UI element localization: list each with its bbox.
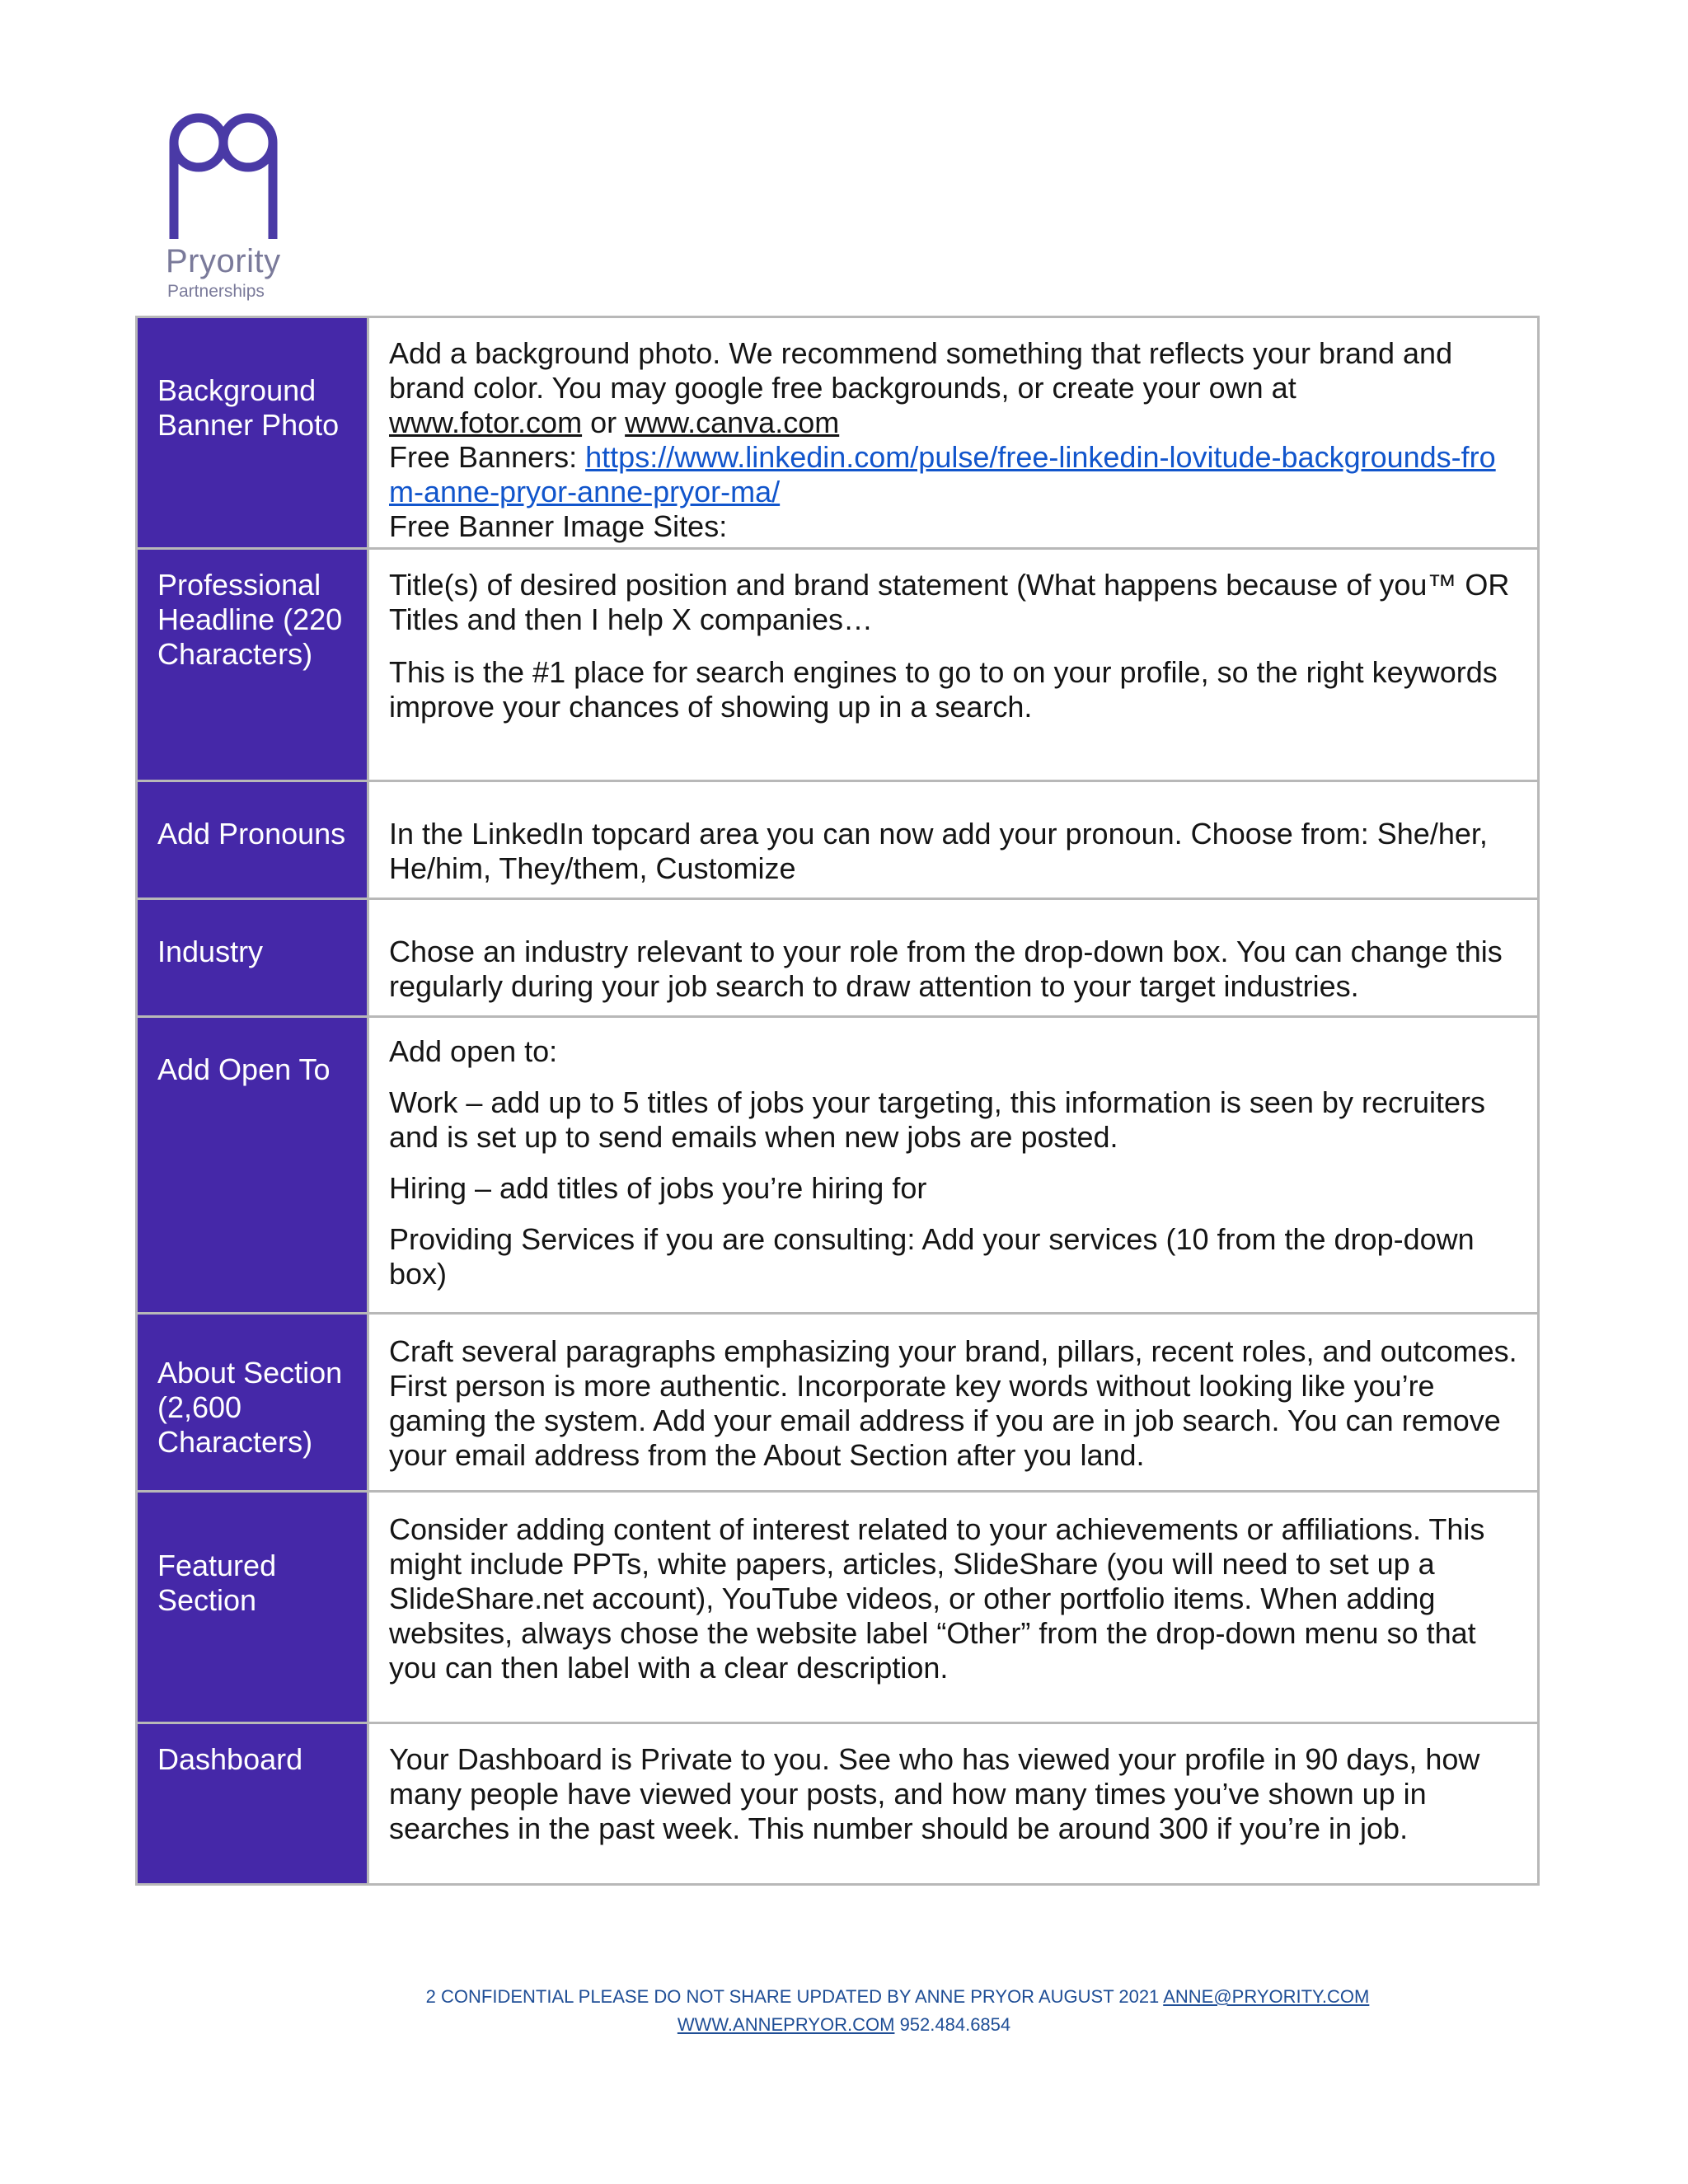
row-content bbox=[368, 1723, 1539, 1885]
footer-website-link[interactable]: WWW.ANNEPRYOR.COM bbox=[677, 2014, 895, 2035]
free-banners-link[interactable]: https://www.linkedin.com/pulse/free-linkedin-lovitude-backgrounds-from-anne-pryor-anne-pryor-ma/ bbox=[389, 440, 1496, 509]
footer-line-2 bbox=[0, 2014, 1688, 2036]
row-label: Dashboard bbox=[137, 1723, 368, 1885]
row-content: Add a background photo. We recommend something that reflects your brand and brand color. You may google free backgrounds, or create your own at www.fotor.com or www.canva.com Free Banners: https://www.linkedin.com/pulse/free-linkedin-lovitude-backgrounds-from-anne-pryor-anne-pryor-ma/ Free Banner Image Sites: bbox=[368, 317, 1539, 549]
row-content bbox=[368, 899, 1539, 1017]
pronouns-paragraph: In the LinkedIn topcard area you can now add your pronoun. Choose from: She/her, He/him, They/them, Customize bbox=[389, 817, 1488, 885]
pryority-logo bbox=[161, 103, 293, 309]
open-to-paragraph-1: Add open to: bbox=[389, 1034, 558, 1068]
row-label: Add Pronouns bbox=[137, 781, 368, 899]
row-content bbox=[368, 1492, 1539, 1723]
row-content bbox=[368, 781, 1539, 899]
dashboard-paragraph: Your Dashboard is Private to you. See who has viewed your profile in 90 days, how many people have viewed your posts, and how many times you’ve shown up in searches in the past week. This number should be around 300 if you’re in job. bbox=[389, 1742, 1480, 1845]
fotor-link[interactable]: www.fotor.com bbox=[389, 405, 583, 439]
table-row bbox=[137, 1723, 1539, 1885]
row-content bbox=[368, 1017, 1539, 1314]
footer bbox=[0, 1986, 1688, 2008]
table-row bbox=[137, 1314, 1539, 1492]
table-row bbox=[137, 899, 1539, 1017]
linkedin-profile-table bbox=[135, 316, 1540, 1886]
open-to-paragraph-2: Work – add up to 5 titles of jobs your targeting, this information is seen by recruiters and is set up to send emails when new jobs are posted. bbox=[389, 1085, 1485, 1154]
headline-paragraph-2: This is the #1 place for search engines to go to on your profile, so the right keywords improve your chances of showing up in a search. bbox=[389, 655, 1498, 724]
footer-phone: 952.484.6854 bbox=[899, 2014, 1011, 2035]
free-banners-label: Free Banners: bbox=[389, 440, 578, 474]
row-content bbox=[368, 549, 1539, 781]
logo-subtitle: Partnerships bbox=[167, 282, 265, 301]
row-label: Professional Headline (220 Characters) bbox=[137, 549, 368, 781]
about-paragraph: Craft several paragraphs emphasizing your brand, pillars, recent roles, and outcomes. First person is more authentic. Incorporate key words without looking like you’re gaming the system. Add your email address if you are in job search. You can remove your email address from the About Section after you land. bbox=[389, 1334, 1517, 1472]
canva-link[interactable]: www.canva.com bbox=[625, 405, 840, 439]
table-row bbox=[137, 317, 1539, 549]
featured-paragraph: Consider adding content of interest related to your achievements or affiliations. This might include PPTs, white papers, articles, SlideShare (you will need to set up a SlideShare.net account), YouTube videos, or other portfolio items. When adding websites, always chose the website label “Other” from the drop-down menu so that you can then label with a clear description. bbox=[389, 1512, 1485, 1685]
industry-paragraph: Chose an industry relevant to your role from the drop-down box. You can change this regularly during your job search to draw attention to your target industries. bbox=[389, 935, 1503, 1003]
row-label: Background Banner Photo bbox=[137, 317, 368, 549]
open-to-paragraph-3: Hiring – add titles of jobs you’re hiring for bbox=[389, 1171, 927, 1205]
row-label: Industry bbox=[137, 899, 368, 1017]
open-to-paragraph-4: Providing Services if you are consulting: Add your services (10 from the drop-down box) bbox=[389, 1222, 1475, 1291]
row-label: Featured Section bbox=[137, 1492, 368, 1723]
row-label: Add Open To bbox=[137, 1017, 368, 1314]
table-row bbox=[137, 1017, 1539, 1314]
row-label: About Section (2,600 Characters) bbox=[137, 1314, 368, 1492]
background-text: Add a background photo. We recommend something that reflects your brand and brand color. You may google free backgrounds, or create your own at bbox=[389, 336, 1453, 405]
table-row bbox=[137, 781, 1539, 899]
logo-name: Pryority bbox=[166, 243, 281, 279]
row-content bbox=[368, 1314, 1539, 1492]
footer-email-link[interactable]: ANNE@PRYORITY.COM bbox=[1163, 1986, 1370, 2007]
pryority-logo-mark bbox=[161, 103, 293, 243]
table-row bbox=[137, 1492, 1539, 1723]
table-row bbox=[137, 549, 1539, 781]
footer-confidential-text: 2 CONFIDENTIAL PLEASE DO NOT SHARE UPDATED BY ANNE PRYOR AUGUST 2021 bbox=[425, 1986, 1160, 2007]
headline-paragraph-1: Title(s) of desired position and brand statement (What happens because of you™ OR Titles and then I help X companies… bbox=[389, 568, 1510, 636]
image-sites-label: Free Banner Image Sites: bbox=[389, 509, 728, 543]
